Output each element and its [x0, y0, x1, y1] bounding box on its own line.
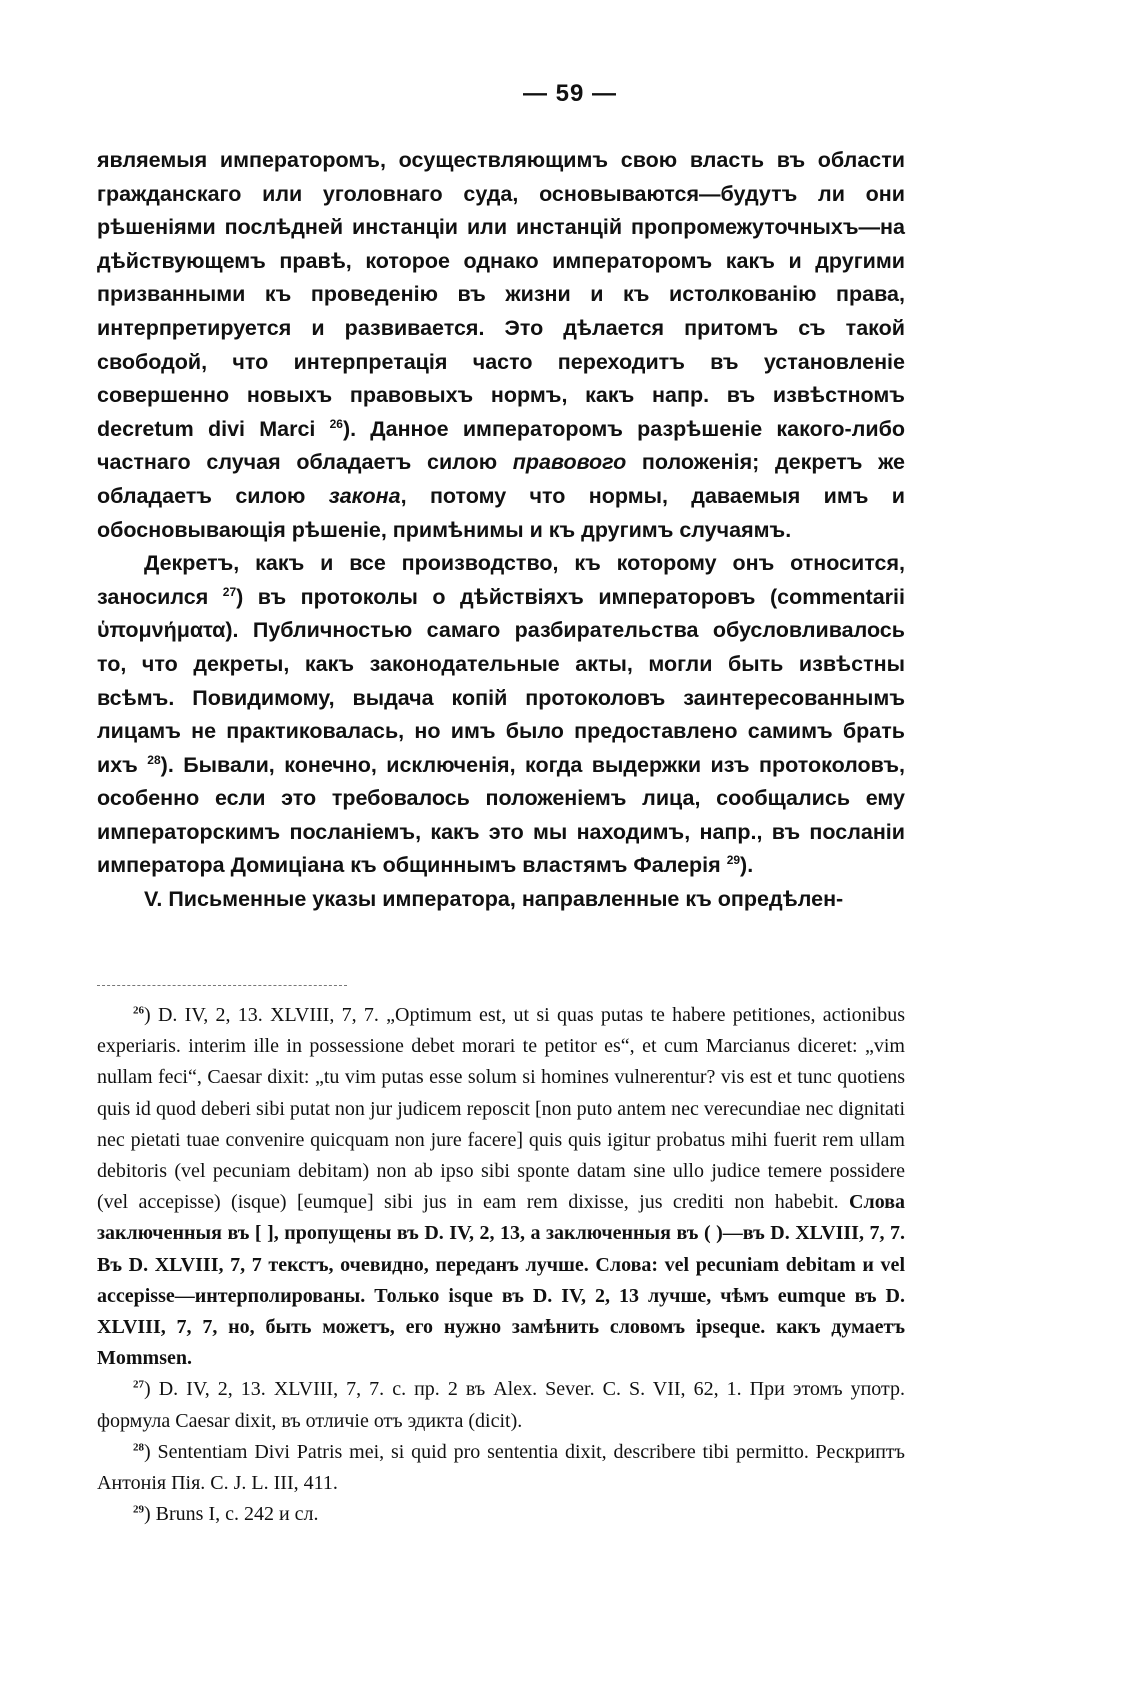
footnotes [97, 1000, 905, 1530]
footnote-28 [97, 1437, 905, 1499]
paragraph-1-text-d: , потому что нормы, даваемыя имъ и обосновывающія рѣшеніе, примѣнимы и къ другимъ случаямъ. [97, 483, 905, 542]
footnote-marker-29: 29 [133, 1503, 144, 1516]
paragraph-2-text-b: ) въ протоколы о дѣйствіяхъ императоровъ (commentarii ὑπομνήματα). Публичностью самаго разбирательства обусловливалось то, что декреты, какъ законодательные акты, могли быть извѣстны всѣмъ. Повидимому, выдача копій протоколовъ заинтересованнымъ лицамъ не практиковалась, но имъ было предоставлено самимъ брать ихъ [97, 584, 905, 777]
paragraph-1-text-a: являемыя императоромъ, осуществляющимъ свою власть въ области гражданскаго или уголовнаго суда, основываются—будутъ ли они рѣшеніями послѣдней инстанціи или инстанцій пропромежуточныхъ—на дѣйствующемъ правѣ, которое однако императоромъ какъ и другими призванными къ проведенію въ жизни и къ истолкованію права, интерпретируется и развивается. Это дѣлается притомъ съ такой свободой, что интерпретація часто переходитъ въ установленіе совершенно новыхъ правовыхъ нормъ, какъ напр. въ извѣстномъ decretum divi Marci [97, 148, 905, 441]
emphasis-zakona: закона [328, 483, 401, 508]
paragraph-2-text-d: ). [740, 853, 754, 878]
footnote-ref-29: 29 [726, 853, 741, 868]
emphasis-pravovogo: правового [512, 450, 627, 475]
footnote-ref-27: 27 [222, 584, 237, 599]
footnote-29 [97, 1499, 905, 1530]
paragraph-2-text-a: Декретъ, какъ и все производство, къ которому онъ относится, заносился [97, 551, 905, 609]
paragraph-3: V. Письменные указы императора, направленные къ опредѣлен- [144, 887, 844, 912]
page-number: — 59 — [522, 80, 618, 107]
footnote-ref-26: 26 [329, 416, 343, 431]
paragraph-1 [97, 144, 905, 547]
footnote-28-text: ) Sententiam Divi Patris mei, si quid pro sententia dixit, describere tibi permitto. Рескриптъ Антонія Пія. C. J. L. III, 411. [97, 1440, 905, 1495]
footnote-26-latin-text: ) D. IV, 2, 13. XLVIII, 7, 7. „Optimum est, ut si quas putas te habere petitiones, actionibus experiaris. interim ille in possessione debet morari te petitor es“, et cum Marcianus diceret: „vim nullam feci“, Caesar dixit: „tu vim putas esse solum si homines vulnerentur? vis est et tunc quotiens quis id quod deberi sibi putat non jur judicem reposcit [non puto antem nec verecundiae nec dignitati nec pietati tuae convenire quicquam non jure facere] quis quis igitur probatus mihi fuerit rem ullam debitoris (vel pecuniam debitam) non ab ipso sibi sponte datam sine ullo judice temere possidere (vel accepisse) (isque) [eumque] sibi jus in eam rem dixisse, jus crediti non habebit. [97, 1004, 905, 1214]
footnote-marker-26: 26 [133, 1004, 144, 1017]
footnote-26-commentary: Слова заключенныя въ [ ], пропущены въ D. IV, 2, 13, а заключенныя въ ( )—въ D. XLVIII, 7, 7. Въ D. XLVIII, 7, 7 текстъ, очевидно, переданъ лучше. Слова: vel pecuniam debitam и vel accepisse—интерполированы. Только isque въ D. IV, 2, 13 лучше, чѣмъ eumque въ D. XLVIII, 7, 7, но, быть можетъ, его нужно замѣнить словомъ ipseque. какъ думаетъ Mommsen. [97, 1191, 905, 1370]
paragraph-1-text-c: положенія; декретъ же обладаетъ силою [97, 450, 906, 508]
paragraph-2 [97, 547, 905, 883]
footnote-26 [97, 1000, 905, 1374]
main-text [97, 144, 905, 917]
footnote-divider [97, 985, 347, 986]
footnote-29-text: ) Bruns I, с. 242 и сл. [144, 1503, 319, 1526]
footnote-27-text: ) D. IV, 2, 13. XLVIII, 7, 7. с. пр. 2 въ Alex. Sever. C. S. VII, 62, 1. При этомъ употр. формула Caesar dixit, въ отличіе отъ эдикта (dicit). [97, 1378, 905, 1432]
paragraph-1-text-b: ). Данное императоромъ разрѣшеніе какого-либо частнаго случая обладаетъ силою [97, 416, 905, 475]
footnote-marker-28: 28 [133, 1441, 144, 1454]
paragraph-2-text-c: ). Бывали, конечно, исключенія, когда выдержки изъ протоколовъ, особенно если это требовалось положеніемъ лица, сообщались ему императорскимъ посланіемъ, какъ это мы находимъ, напр., въ посланіи императора Домиціана къ общиннымъ властямъ Фалерія [97, 752, 905, 878]
footnote-ref-28: 28 [147, 752, 161, 767]
footnote-marker-27: 27 [133, 1378, 144, 1391]
footnote-27 [97, 1374, 905, 1436]
